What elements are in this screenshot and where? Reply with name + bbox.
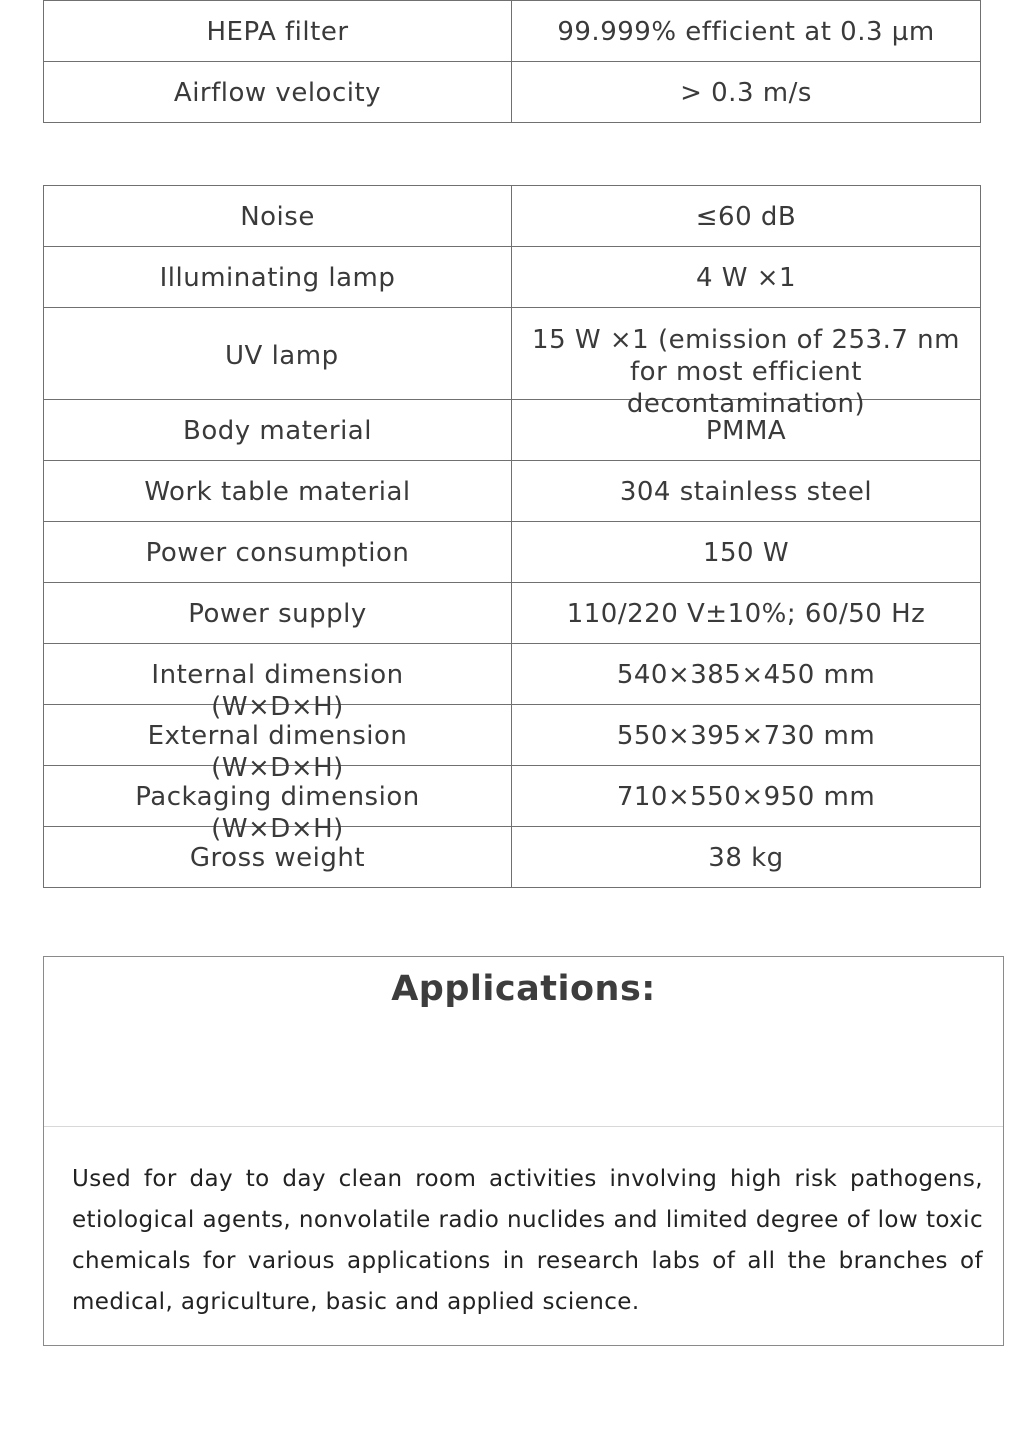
spec-value: 110/220 V±10%; 60/50 Hz [512, 583, 981, 644]
spec-value: 550×395×730 mm [512, 705, 981, 766]
spec-value: 99.999% efficient at 0.3 µm [512, 1, 981, 62]
spec-value: 15 W ×1 (emission of 253.7 nm for most efficient decontamination) [512, 308, 981, 400]
spec-value: > 0.3 m/s [512, 62, 981, 123]
spec-label: UV lamp [44, 308, 512, 400]
applications-text: Used for day to day clean room activities involving high risk pathogens, etiological agents, nonvolatile radio nuclides and limited degree of low toxic chemicals for various applications in research labs of all the branches of medical, agriculture, basic and applied science. [72, 1166, 983, 1315]
spec-label: Internal dimension (W×D×H) [44, 644, 512, 705]
table-row [44, 461, 981, 522]
table-row [44, 583, 981, 644]
spec-table-bottom [43, 185, 981, 888]
spec-label: Work table material [44, 461, 512, 522]
table-row [44, 247, 981, 308]
spec-value: 540×385×450 mm [512, 644, 981, 705]
spec-label: Power supply [44, 583, 512, 644]
table-row [44, 522, 981, 583]
spec-table-top [43, 0, 981, 123]
spec-label: Airflow velocity [44, 62, 512, 123]
table-row [44, 644, 981, 705]
spec-label: Illuminating lamp [44, 247, 512, 308]
applications-section [43, 956, 1004, 1346]
spec-value: ≤60 dB [512, 186, 981, 247]
spec-label: Gross weight [44, 827, 512, 888]
spec-label: HEPA filter [44, 1, 512, 62]
spec-label: External dimension (W×D×H) [44, 705, 512, 766]
table-row [44, 186, 981, 247]
applications-title: Applications: [391, 969, 656, 1009]
table-row [44, 827, 981, 888]
table-row [44, 1, 981, 62]
table-row [44, 308, 981, 400]
spec-label: Body material [44, 400, 512, 461]
table-row [44, 766, 981, 827]
spec-value: 304 stainless steel [512, 461, 981, 522]
table-row [44, 705, 981, 766]
spec-label: Power consumption [44, 522, 512, 583]
spec-value: 710×550×950 mm [512, 766, 981, 827]
spec-value: 4 W ×1 [512, 247, 981, 308]
spec-label: Packaging dimension (W×D×H) [44, 766, 512, 827]
spec-value: 38 kg [512, 827, 981, 888]
spec-value: 150 W [512, 522, 981, 583]
table-row [44, 62, 981, 123]
spec-label: Noise [44, 186, 512, 247]
applications-header [44, 957, 1003, 1127]
spec-value: PMMA [512, 400, 981, 461]
